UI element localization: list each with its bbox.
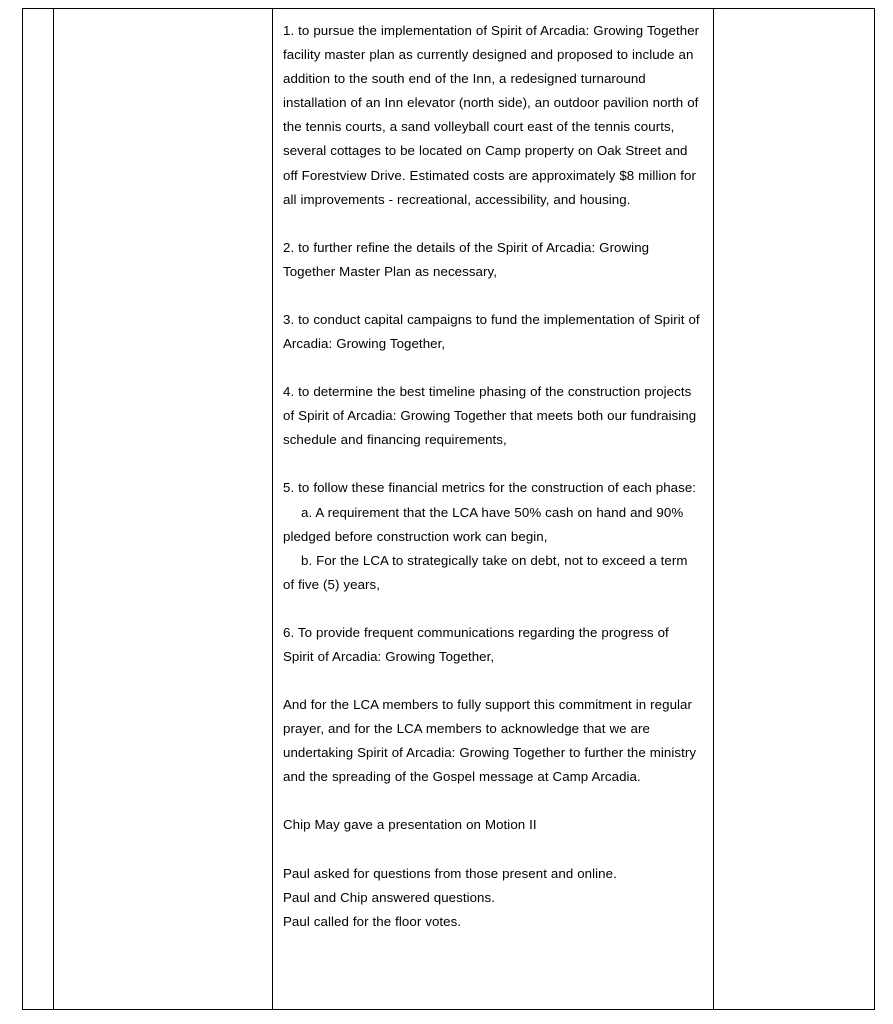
paragraph-motion-item-3: 3. to conduct capital campaigns to fund the implementation of Spirit of Arcadia: Growing Together, <box>283 311 700 352</box>
paragraph-motion-item-5b: b. For the LCA to strategically take on debt, not to exceed a term of five (5) years, <box>283 552 688 592</box>
paragraph-motion-item-5-intro: 5. to follow these financial metrics for the construction of each phase: <box>283 480 697 496</box>
paragraph-motion-item-6: 6. To provide frequent communications regarding the progress of Spirit of Arcadia: Growing Together, <box>283 624 669 664</box>
paragraph-motion-item-2: 2. to further refine the details of the Spirit of Arcadia: Growing Together Master Plan as necessary, <box>283 239 650 279</box>
table-row <box>23 9 875 1010</box>
paragraph-presentation-note: Chip May gave a presentation on Motion II <box>283 817 537 833</box>
cell-minutes-body <box>273 9 714 1010</box>
paragraph-motion-item-1: 1. to pursue the implementation of Spirit of Arcadia: Growing Together facility master plan as currently designed and proposed to include an addition to the south end of the Inn, a redesigned turnaround installation of an Inn elevator (north side), an outdoor pavilion north of the tennis courts, a sand volleyball court east of the tennis courts, several cottages to be located on Camp property on Oak Street and off Forestview Drive. Estimated costs are approximately $8 million for all improvements - recreational, accessibility, and housing. <box>283 23 700 207</box>
cell-agenda-label <box>54 9 273 1010</box>
paragraph-motion-closing: And for the LCA members to fully support this commitment in regular prayer, and for the LCA members to acknowledge that we are undertaking Spirit of Arcadia: Growing Together to further the ministry and the spreading of the Gospel message at Camp Arcadia. <box>283 697 697 785</box>
cell-action-taken <box>714 9 875 1010</box>
action-taken-text <box>714 9 874 1009</box>
minutes-table <box>22 8 875 1010</box>
paragraph-questions-note-1: Paul asked for questions from those present and online. <box>283 865 617 881</box>
paragraph-questions-note-2: Paul and Chip answered questions. <box>283 889 495 905</box>
agenda-label-text <box>54 9 272 1009</box>
minutes-body-content <box>273 9 713 942</box>
paragraph-floor-vote-note: Paul called for the floor votes. <box>283 913 462 929</box>
item-number-text <box>23 9 53 1009</box>
cell-item-number <box>23 9 54 1010</box>
paragraph-motion-item-5a: a. A requirement that the LCA have 50% cash on hand and 90% pledged before construction work can begin, <box>283 504 684 544</box>
paragraph-motion-item-4: 4. to determine the best timeline phasing of the construction projects of Spirit of Arcadia: Growing Together that meets both our fundraising schedule and financing requirements, <box>283 384 697 448</box>
